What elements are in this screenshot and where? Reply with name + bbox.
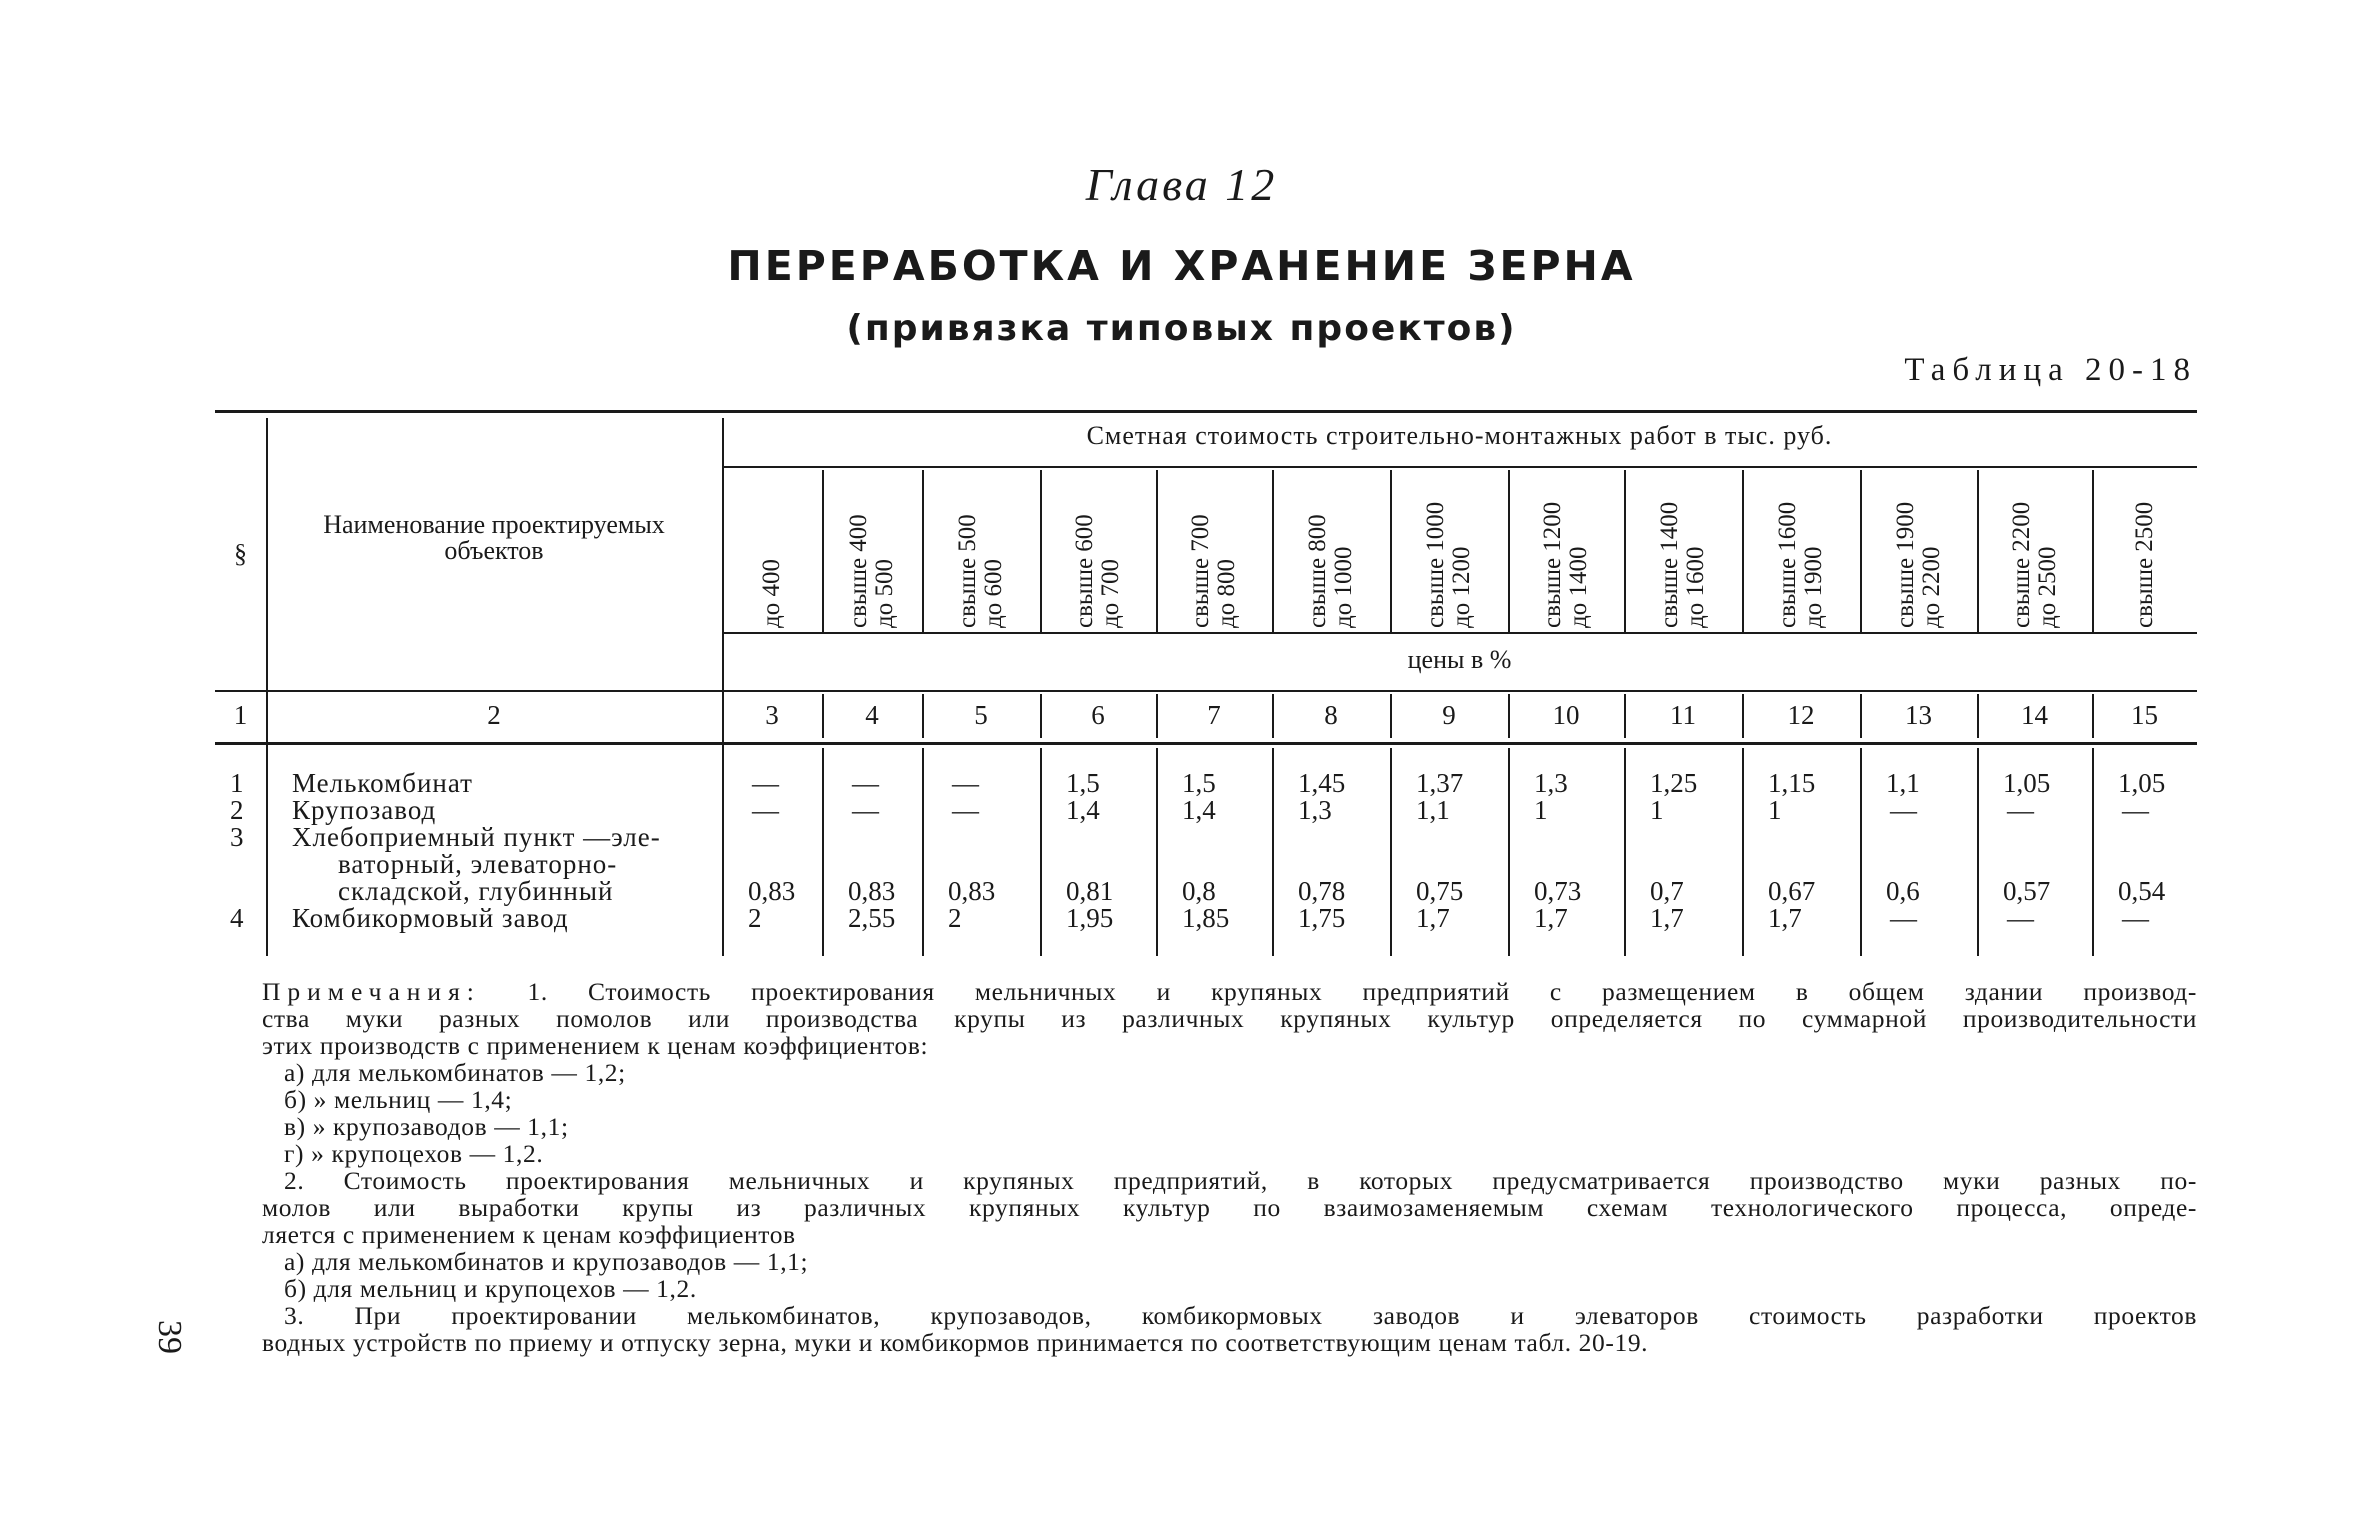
note-line: 3. При проектировании мелькомбинатов, крупозаводов, комбикормовых заводов и элеваторов стоимость разработки проектов: [284, 1301, 2197, 1330]
column-number: 7: [1207, 700, 1221, 730]
column-number: 6: [1091, 700, 1105, 730]
value-cell: —: [2122, 795, 2149, 825]
value-cell: —: [2007, 903, 2034, 933]
body-col-rule: [1156, 748, 1158, 956]
value-cell: 0,7: [1650, 876, 1684, 906]
row-number: 4: [230, 903, 244, 933]
group-header-rule: [722, 466, 2197, 468]
row-number: 1: [230, 768, 244, 798]
note-line: водных устройств по приему и отпуску зерна, муки и комбикормов принимается по соответствующим ценам табл. 20-19.: [262, 1328, 1649, 1357]
value-cell: 0,73: [1534, 876, 1582, 906]
range-label: до 1900: [1800, 546, 1827, 628]
note-line: молов или выработки крупы из различных крупяных культур по взаимозаменяемым схемам технологического процесса, опреде-: [262, 1193, 2197, 1222]
note-line: а) для мелькомбинатов и крупозаводов — 1,1;: [284, 1247, 809, 1276]
table-top-rule: [215, 410, 2197, 413]
value-cell: —: [852, 795, 879, 825]
cost-group-header: Сметная стоимость строительно-монтажных работ в тыс. руб.: [1086, 421, 1833, 450]
column-number: 4: [865, 700, 879, 730]
value-cell: 0,78: [1298, 876, 1346, 906]
range-label: до 1400: [1565, 546, 1592, 628]
body-col-rule: [1390, 748, 1392, 956]
body-col-rule: [1742, 748, 1744, 956]
value-cell: 1: [1650, 795, 1664, 825]
value-cell: 0,8: [1182, 876, 1216, 906]
column-number: 8: [1324, 700, 1338, 730]
range-col-rule: [1977, 470, 1979, 632]
value-cell: 1: [1768, 795, 1782, 825]
name-header: Наименование проектируемых объектов: [323, 510, 665, 565]
value-cell: 0,83: [748, 876, 796, 906]
body-col-rule: [822, 748, 824, 956]
value-cell: 1,4: [1066, 795, 1100, 825]
body-col-rule: [1624, 748, 1626, 956]
body-col-rule: [1977, 748, 1979, 956]
value-cell: 1,45: [1298, 768, 1346, 798]
value-cell: —: [1890, 795, 1917, 825]
body-col-rule: [922, 748, 924, 956]
range-label: до 500: [871, 559, 898, 628]
section-col-rule: [266, 418, 268, 956]
range-col-rule: [1040, 470, 1042, 632]
value-cell: —: [2122, 903, 2149, 933]
note-line: б) » мельниц — 1,4;: [284, 1085, 513, 1114]
notes-heading: Примечания:: [262, 977, 528, 1006]
range-label: до 400: [758, 559, 785, 628]
value-cell: 0,67: [1768, 876, 1816, 906]
object-name: Хлебоприемный пункт —эле-: [292, 822, 661, 852]
value-cell: —: [852, 768, 879, 798]
value-cell: 0,83: [848, 876, 896, 906]
range-col-rule: [1860, 470, 1862, 632]
value-cell: 1: [1534, 795, 1548, 825]
range-label: свыше 600: [1071, 514, 1098, 628]
column-number: 10: [1552, 700, 1580, 730]
note-text: 1. Стоимость проектирования мельничных и крупяных предприятий с размещением в общем здании производ-: [527, 977, 2197, 1006]
note-line: ляется с применением к ценам коэффициентов: [262, 1220, 796, 1249]
column-number: 1: [233, 700, 248, 730]
body-col-rule: [1860, 748, 1862, 956]
range-label: до 2200: [1917, 546, 1945, 628]
value-cell: 1,95: [1066, 903, 1114, 933]
range-col-rule: [1156, 470, 1158, 632]
column-number: 3: [765, 700, 779, 730]
value-cell: 1,5: [1182, 768, 1216, 798]
value-cell: —: [952, 768, 979, 798]
range-col-rule: [1742, 470, 1744, 632]
note-line: [262, 978, 2197, 1005]
range-label: до 1200: [1448, 546, 1475, 628]
value-cell: 0,6: [1886, 876, 1920, 906]
section-title: ПЕРЕРАБОТКА И ХРАНЕНИЕ ЗЕРНА: [727, 242, 1636, 290]
column-number: 2: [487, 700, 501, 730]
column-number: 9: [1442, 700, 1456, 730]
column-number: 15: [2131, 700, 2158, 730]
header-bottom-rule: [215, 690, 2197, 692]
note-line: ства муки разных помолов или производства крупы из различных крупяных культур определяется по суммарной производительности: [262, 1004, 2197, 1033]
range-label: свыше 1900: [1891, 501, 1919, 628]
body-col-rule: [2092, 748, 2094, 956]
value-cell: 1,4: [1182, 795, 1216, 825]
value-cell: 1,3: [1534, 768, 1568, 798]
value-cell: 1,15: [1768, 768, 1816, 798]
value-cell: 1,3: [1298, 795, 1332, 825]
value-cell: 2: [748, 903, 762, 933]
value-cell: 0,83: [948, 876, 996, 906]
note-line: 2. Стоимость проектирования мельничных и крупяных предприятий, в которых предусматривается производство муки разных по-: [284, 1166, 2197, 1195]
range-col-rule: [1390, 470, 1392, 632]
range-label: свыше 500: [954, 514, 981, 628]
value-cell: 0,54: [2118, 876, 2166, 906]
section-header: §: [234, 539, 247, 568]
range-col-rule: [2092, 470, 2094, 632]
value-cell: 1,7: [1650, 903, 1684, 933]
value-cell: 1,37: [1416, 768, 1464, 798]
column-number: 12: [1787, 700, 1815, 730]
value-cell: 0,57: [2003, 876, 2051, 906]
range-label: до 1000: [1330, 546, 1357, 628]
value-cell: 2,55: [848, 903, 896, 933]
value-cell: 1,5: [1066, 768, 1100, 798]
chapter-heading: Глава 12: [1085, 159, 1278, 210]
value-cell: —: [952, 795, 979, 825]
body-col-rule: [1272, 748, 1274, 956]
section-subtitle: (привязка типовых проектов): [846, 308, 1517, 349]
column-number: 5: [974, 700, 988, 730]
value-cell: 1,05: [2003, 768, 2051, 798]
range-label: свыше 1600: [1774, 501, 1801, 628]
body-col-rule: [1040, 748, 1042, 956]
object-name: Мелькомбинат: [292, 768, 473, 798]
value-cell: 1,85: [1182, 903, 1230, 933]
value-cell: 1,1: [1886, 768, 1920, 798]
value-cell: 0,81: [1066, 876, 1114, 906]
name-col-rule: [722, 418, 724, 956]
range-label: свыше 700: [1187, 514, 1214, 628]
value-cell: 2: [948, 903, 962, 933]
value-cell: 1,25: [1650, 768, 1698, 798]
note-line: в) » крупозаводов — 1,1;: [284, 1112, 569, 1141]
range-label: свыше 1000: [1422, 501, 1449, 628]
value-cell: 1,75: [1298, 903, 1346, 933]
col-numbers-bottom-rule: [215, 742, 2197, 745]
range-label: свыше 800: [1304, 514, 1331, 628]
value-cell: 1,05: [2118, 768, 2166, 798]
value-cell: —: [752, 795, 779, 825]
object-name: Крупозавод: [292, 795, 437, 825]
range-label: свыше 2200: [2007, 501, 2035, 628]
object-name: Комбикормовый завод: [292, 903, 569, 933]
notes-block: [262, 978, 2197, 1356]
table-label: Таблица 20-18: [1904, 352, 2197, 388]
column-number: 11: [1670, 700, 1696, 730]
row-number: 3: [230, 822, 244, 852]
value-cell: —: [752, 768, 779, 798]
page-number: 39: [151, 1320, 188, 1354]
range-label: до 800: [1213, 559, 1240, 628]
object-name: складской, глубинный: [338, 876, 614, 906]
range-col-rule: [1624, 470, 1626, 632]
range-label: свыше 2500: [2130, 501, 2158, 628]
value-cell: 1,7: [1534, 903, 1568, 933]
range-label: до 2500: [2033, 546, 2061, 628]
range-label: до 1600: [1682, 546, 1709, 628]
value-cell: 0,75: [1416, 876, 1464, 906]
column-number: 13: [1905, 700, 1932, 730]
range-label: свыше 1400: [1656, 501, 1683, 628]
range-col-rule: [922, 470, 924, 632]
value-cell: 1,1: [1416, 795, 1450, 825]
note-line: г) » крупоцехов — 1,2.: [284, 1139, 544, 1168]
range-label: свыше 400: [845, 514, 872, 628]
row-number: 2: [230, 795, 244, 825]
price-unit-header: цены в %: [1407, 645, 1512, 674]
value-cell: 1,7: [1416, 903, 1450, 933]
note-line: этих производств с применением к ценам коэффициентов:: [262, 1031, 929, 1060]
range-col-rule: [822, 470, 824, 632]
range-col-rule: [1508, 470, 1510, 632]
value-cell: —: [2007, 795, 2034, 825]
range-label: до 600: [980, 559, 1007, 628]
range-label: до 700: [1097, 559, 1124, 628]
note-line: а) для мелькомбинатов — 1,2;: [284, 1058, 626, 1087]
value-cell: —: [1890, 903, 1917, 933]
note-line: б) для мельниц и крупоцехов — 1,2.: [284, 1274, 697, 1303]
column-number: 14: [2021, 700, 2048, 730]
range-col-rule: [1272, 470, 1274, 632]
range-label: свыше 1200: [1539, 501, 1566, 628]
object-name: ваторный, элеваторно-: [338, 849, 618, 879]
value-cell: 1,7: [1768, 903, 1802, 933]
body-col-rule: [1508, 748, 1510, 956]
ranges-bottom-rule: [722, 632, 2197, 634]
